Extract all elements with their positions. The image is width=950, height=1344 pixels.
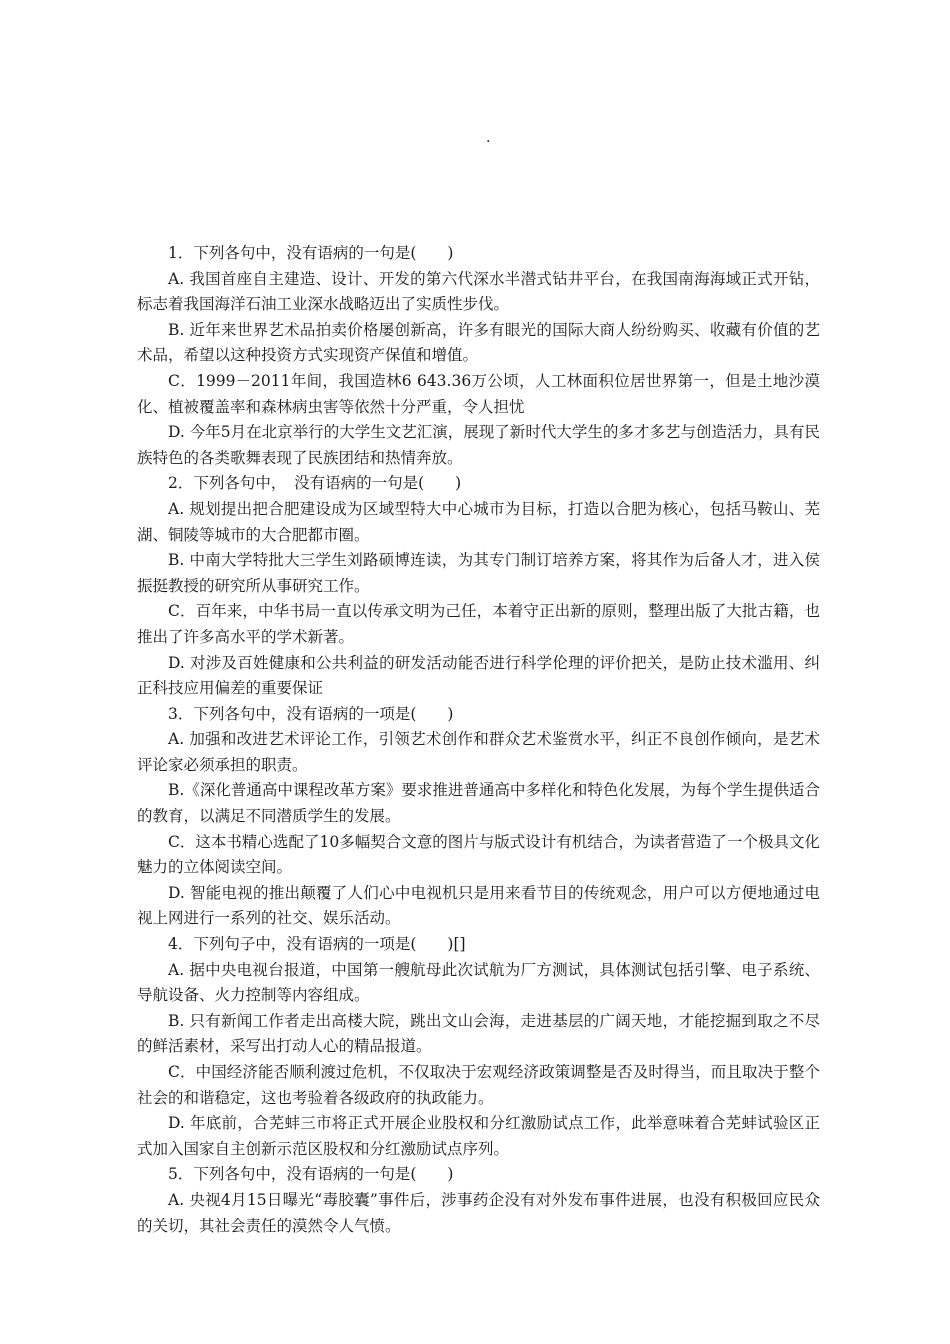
question-5-title: 5．下列各句中，没有语病的一句是( ) [168,1165,454,1184]
question-4-option-a: A. 据中央电视台报道，中国第一艘航母此次试航为厂方测试，具体测试包括引擎、电子系统、导航设备、火力控制等内容组成。 [137,960,820,1005]
question-4-option-d: D. 年底前，合芜蚌三市将正式开展企业股权和分红激励试点工作，此举意味着合芜蚌试验区正式加入国家自主创新示范区股权和分红激励试点序列。 [137,1114,820,1158]
question-4 [137,932,820,1162]
question-1-option-a: A. 我国首座自主建造、设计、开发的第六代深水半潜式钻井平台，在我国南海海域正式开钻，标志着我国海洋石油工业深水战略迈出了实质性步伐。 [137,269,820,314]
question-2-title: 2．下列各句中， 没有语病的一句是( ) [168,474,462,493]
question-3-option-d: D. 智能电视的推出颠覆了人们心中电视机只是用来看节目的传统观念，用户可以方便地通过电视上网进行一系列的社交、娱乐活动。 [137,883,820,928]
question-1-option-b: B. 近年来世界艺术品拍卖价格屡创新高，许多有眼光的国际大商人纷纷购买、收藏有价值的艺术品，希望以这种投资方式实现资产保值和增值。 [137,320,820,365]
question-4-option-b: B. 只有新闻工作者走出高楼大院，跳出文山会海，走进基层的广阔天地，才能挖掘到取之不尽的鲜活素材，采写出打动人心的精品报道。 [137,1011,820,1056]
question-3-option-c: C．这本书精心选配了10多幅契合文意的图片与版式设计有机结合，为读者营造了一个极具文化魅力的立体阅读空间。 [137,832,820,877]
question-3-option-b: B.《深化普通高中课程改革方案》要求推进普通高中多样化和特色化发展，为每个学生提供适合的教育，以满足不同潜质学生的发展。 [137,781,820,826]
question-4-option-c: C．中国经济能否顺利渡过危机，不仅取决于宏观经济政策调整是否及时得当，而且取决于整个社会的和谐稳定，这也考验着各级政府的执政能力。 [137,1063,820,1107]
question-3-option-a: A. 加强和改进艺术评论工作，引领艺术创作和群众艺术鉴赏水平，纠正不良创作倾向，是艺术评论家必须承担的职责。 [137,730,820,774]
question-1-option-c: C．1999－2011年间，我国造林6 643.36万公顷，人工林面积位居世界第一，但是土地沙漠化、植被覆盖率和森林病虫害等依然十分严重，令人担忧 [137,371,820,416]
question-1-option-d: D. 今年5月在北京举行的大学生文艺汇演，展现了新时代大学生的多才多艺与创造活力，具有民族特色的各类歌舞表现了民族团结和热情奔放。 [137,423,820,467]
question-2-option-d: D. 对涉及百姓健康和公共利益的研发活动能否进行科学伦理的评价把关，是防止技术滥用、纠正科技应用偏差的重要保证 [137,653,820,698]
question-3-title: 3．下列各句中，没有语病的一项是( ) [168,704,454,723]
question-2-option-c: C．百年来，中华书局一直以传承文明为己任，本着守正出新的原则，整理出版了大批古籍，也推出了许多高水平的学术新著。 [137,602,820,646]
question-3 [137,702,820,932]
question-2-option-a: A. 规划提出把合肥建设成为区域型特大中心城市为目标，打造以合肥为核心，包括马鞍山、芜湖、铜陵等城市的大合肥都市圈。 [137,499,820,544]
question-2 [137,471,820,701]
question-5-option-a: A. 央视4月15日曝光“毒胶囊”事件后，涉事药企没有对外发布事件进展，也没有积极回应民众的关切，其社会责任的漠然令人气愤。 [137,1190,820,1235]
question-1-title: 1．下列各句中，没有语病的一句是( ) [168,244,454,262]
question-1 [137,241,820,471]
question-4-title: 4．下列句子中，没有语病的一项是( )[] [168,935,466,954]
question-2-option-b: B. 中南大学特批大三学生刘路硕博连读，为其专门制订培养方案，将其作为后备人才，进入侯振挺教授的研究所从事研究工作。 [137,551,820,595]
page-header-mark: . [486,130,491,146]
question-5 [137,1162,820,1239]
question-list [137,241,820,1239]
